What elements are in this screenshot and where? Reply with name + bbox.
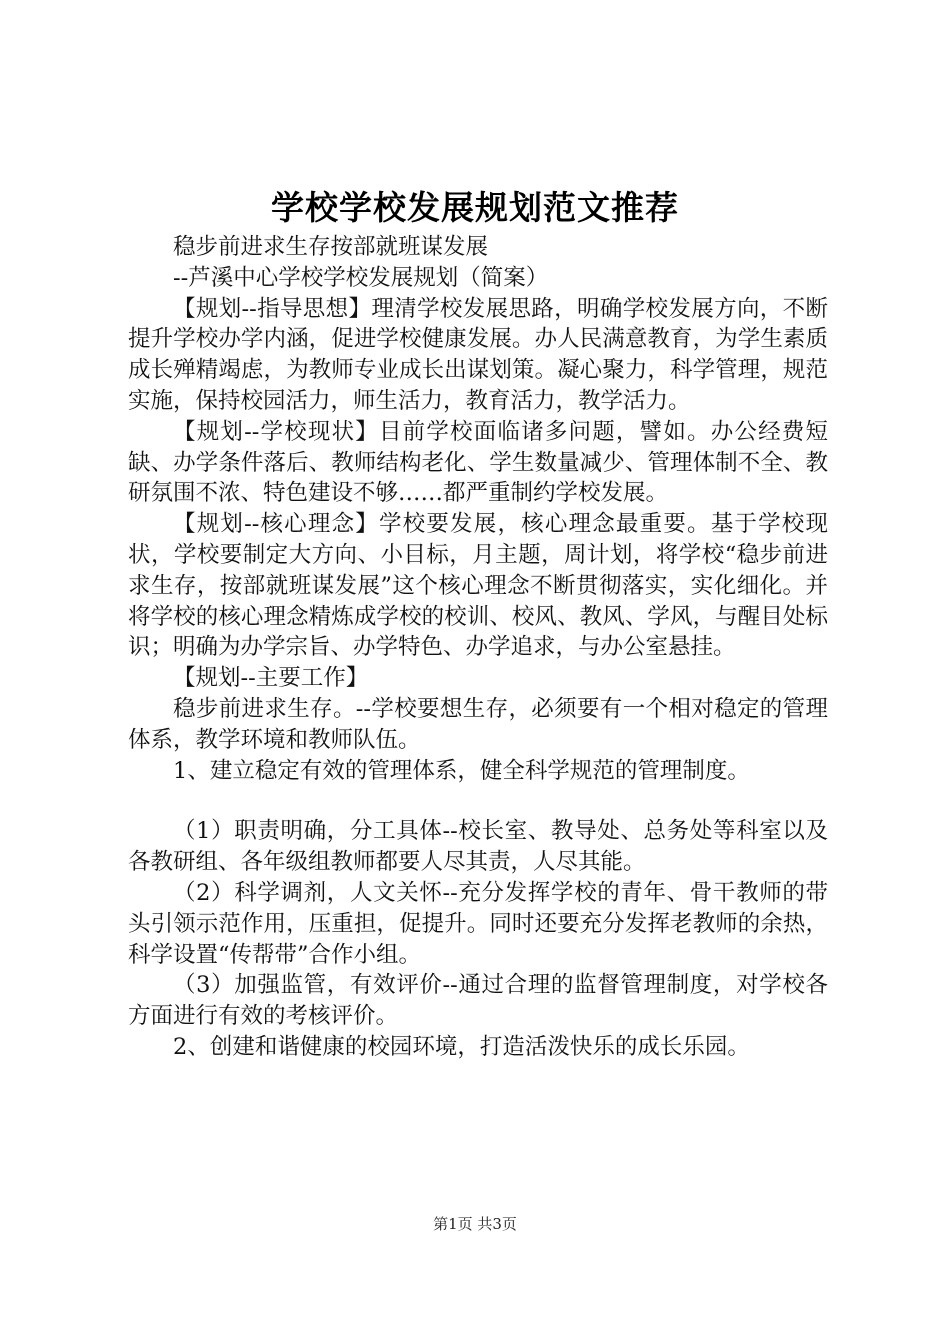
document-title: 学校学校发展规划范文推荐 — [271, 188, 679, 227]
document-body — [128, 232, 828, 1063]
paragraph-subitem-1: （1）职责明确，分工具体--校长室、教导处、总务处等科室以及各教研组、各年级组教师都要人尽其责，人尽其能。 — [128, 818, 828, 876]
paragraph-guiding-ideology: 【规划--指导思想】理清学校发展思路，明确学校发展方向，不断提升学校办学内涵，促进学校健康发展。办人民满意教育，为学生素质成长殚精竭虑，为教师专业成长出谋划策。凝心聚力，科学管理，规范实施，保持校园活力，师生活力，教育活力，教学活力。 — [128, 295, 828, 414]
paragraph-motto: 稳步前进求生存按部就班谋发展 — [173, 234, 489, 260]
paragraph-subtitle: --芦溪中心学校学校发展规划（简案） — [173, 264, 549, 291]
paragraph-subitem-2: （2）科学调剂，人文关怀--充分发挥学校的青年、骨干教师的带头引领示范作用，压重担，促提升。同时还要充分发挥老教师的余热，科学设置“传帮带”合作小组。 — [128, 879, 828, 968]
paragraph-school-status: 【规划--学校现状】目前学校面临诸多问题，譬如。办公经费短缺、办学条件落后、教师结构老化、学生数量减少、管理体制不全、教研氛围不浓、特色建设不够……都严重制约学校发展。 — [128, 418, 828, 507]
paragraph-survival: 稳步前进求生存。--学校要想生存，必须要有一个相对稳定的管理体系，教学环境和教师队伍。 — [128, 695, 828, 753]
paragraph-item-1: 1、建立稳定有效的管理体系，健全科学规范的管理制度。 — [173, 757, 750, 784]
page-footer: 第1页 共3页 — [433, 1215, 517, 1233]
paragraph-core-concept: 【规划--核心理念】学校要发展，核心理念最重要。基于学校现状，学校要制定大方向、小目标，月主题，周计划，将学校“稳步前进求生存，按部就班谋发展”这个核心理念不断贯彻落实，实化细化。并将学校的核心理念精炼成学校的校训、校风、教风、学风，与醒目处标识；明确为办学宗旨、办学特色、办学追求，与办公室悬挂。 — [128, 511, 828, 661]
paragraph-main-work-heading: 【规划--主要工作】 — [173, 665, 369, 692]
paragraph-subitem-3: （3）加强监管，有效评价--通过合理的监督管理制度，对学校各方面进行有效的考核评价。 — [128, 972, 828, 1030]
paragraph-item-2: 2、创建和谐健康的校园环境，打造活泼快乐的成长乐园。 — [173, 1033, 750, 1060]
